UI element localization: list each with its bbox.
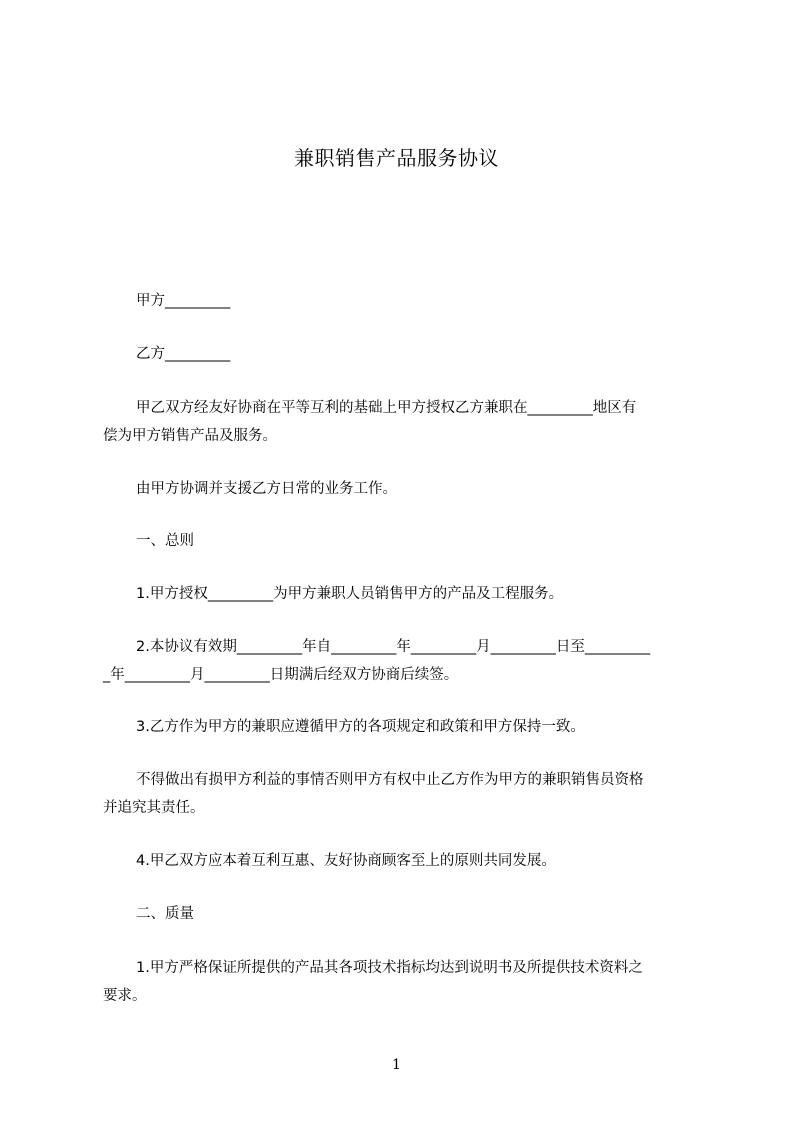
page-number: 1 [392,1057,401,1073]
party-b-line: 乙方_________ [136,346,231,362]
section-2-heading: 二、质量 [136,906,194,922]
party-a-line: 甲方_________ [136,293,231,309]
intro-line-1: 甲乙双方经友好协商在平等互利的基础上甲方授权乙方兼职在_________地区有 [136,400,637,416]
support-paragraph: 由甲方协调并支援乙方日常的业务工作。 [136,481,397,497]
section-1-item-2-line-1: 2.本协议有效期_________年自_________年_________月_________日至_________ [136,639,651,655]
section-1-heading: 一、总则 [136,533,194,549]
section-2-item-1 [103,954,703,1010]
document-title: 兼职销售产品服务协议 [294,146,499,170]
section-1-item-3-continued [103,766,703,822]
section-1-item-2-line-2: _年_________月_________日期满后经双方协商后续签。 [103,667,459,683]
section-1-item-4: 4.甲乙双方应本着互利互惠、友好协商顾客至上的原则共同发展。 [136,853,556,869]
intro-line-2: 偿为甲方销售产品及服务。 [103,428,277,444]
intro-paragraph [103,394,703,450]
section-1-item-3: 3.乙方作为甲方的兼职应遵循甲方的各项规定和政策和甲方保持一致。 [136,719,585,735]
section-1-item-1: 1.甲方授权_________为甲方兼职人员销售甲方的产品及工程服务。 [136,586,564,602]
section-1-item-3-cont-line-2: 并追究其责任。 [103,800,205,816]
section-1-item-2 [103,633,703,689]
section-2-item-1-line-2: 要求。 [103,988,147,1004]
section-2-item-1-line-1: 1.甲方严格保证所提供的产品其各项技术指标均达到说明书及所提供技术资料之 [136,960,643,976]
section-1-item-3-cont-line-1: 不得做出有损甲方利益的事情否则甲方有权中止乙方作为甲方的兼职销售员资格 [136,772,644,788]
